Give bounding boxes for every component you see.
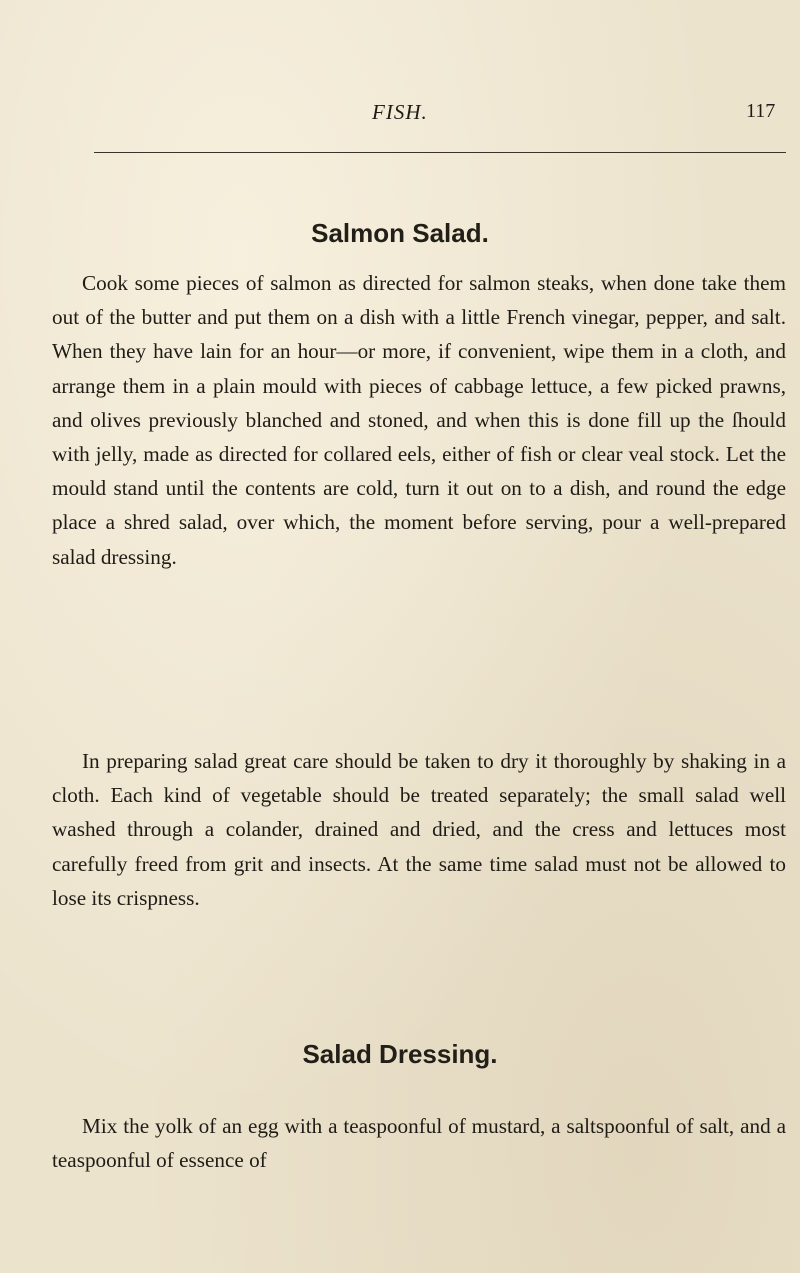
- paragraph-salmon-method: Cook some pieces of salmon as directed for salmon steaks, when done take them out of the butter and put them on a dish with a little French vinegar, pepper, and salt. When they have lain for an hour—or more, if convenient, wipe them in a cloth, and arrange them in a plain mould with pieces of cabbage lettuce, a few picked prawns, and olives previously blanched and stoned, and when this is done fill up the ſhould with jelly, made as directed for collared eels, either of fish or clear veal stock. Let the mould stand until the contents are cold, turn it out on to a dish, and round the edge place a shred salad, over which, the moment before serving, pour a well-prepared salad dressing.: [52, 271, 786, 569]
- running-title: FISH.: [372, 100, 428, 124]
- running-head: [0, 100, 800, 130]
- section-heading-salad-dressing: Salad Dressing.: [302, 1039, 498, 1069]
- section-heading-salmon-salad: Salmon Salad.: [311, 218, 489, 248]
- header-rule: [94, 152, 786, 153]
- paragraph-dressing-method: Mix the yolk of an egg with a teaspoonful of mustard, a saltspoonful of salt, and a teaspoonful of essence of: [52, 1114, 786, 1173]
- page-number: 117: [746, 100, 776, 122]
- paragraph-salad-preparation: In preparing salad great care should be taken to dry it thoroughly by shaking in a cloth. Each kind of vegetable should be treated separately; the small salad well washed through a colander, drained and dried, and the cress and lettuces most carefully freed from grit and insects. At the same time salad must not be allowed to lose its crispness.: [52, 749, 786, 910]
